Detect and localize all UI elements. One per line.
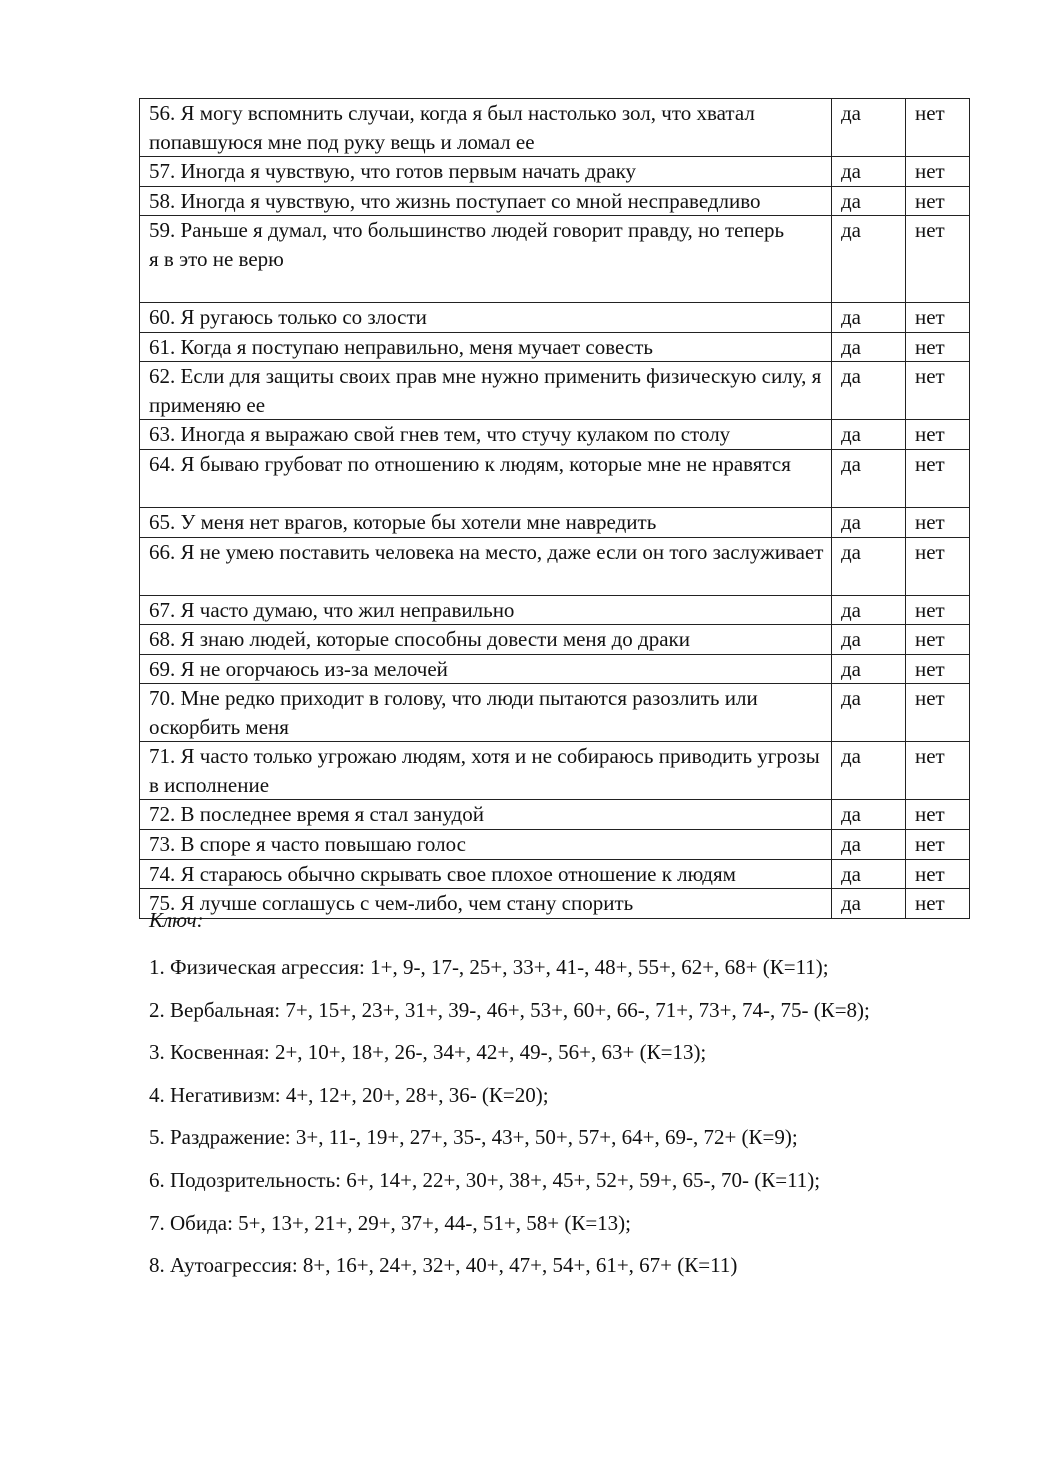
question-text: 70. Мне редко приходит в голову, что люди пытаются разозлить или оскорбить меня — [140, 684, 832, 742]
answer-no: нет — [906, 303, 970, 333]
answer-yes: да — [832, 889, 906, 919]
key-item: 5. Раздражение: 3+, 11-, 19+, 27+, 35-, 43+, 50+, 57+, 64+, 69-, 72+ (К=9); — [149, 1125, 798, 1150]
key-item: 3. Косвенная: 2+, 10+, 18+, 26-, 34+, 42+, 49-, 56+, 63+ (К=13); — [149, 1040, 707, 1065]
answer-yes: да — [832, 595, 906, 625]
questionnaire-table — [139, 98, 970, 919]
question-text: 60. Я ругаюсь только со злости — [140, 303, 832, 333]
question-text: 57. Иногда я чувствую, что готов первым начать драку — [140, 157, 832, 187]
answer-yes: да — [832, 303, 906, 333]
answer-yes: да — [832, 362, 906, 420]
key-item: 8. Аутоагрессия: 8+, 16+, 24+, 32+, 40+, 47+, 54+, 61+, 67+ (К=11) — [149, 1253, 738, 1278]
table-row — [140, 420, 970, 450]
answer-yes: да — [832, 449, 906, 507]
question-text: 73. В споре я часто повышаю голос — [140, 829, 832, 859]
table-row — [140, 99, 970, 157]
question-text: 75. Я лучше соглашусь с чем-либо, чем стану спорить — [140, 889, 832, 919]
answer-no: нет — [906, 99, 970, 157]
key-item: 6. Подозрительность: 6+, 14+, 22+, 30+, 38+, 45+, 52+, 59+, 65-, 70- (К=11); — [149, 1167, 821, 1192]
answer-no: нет — [906, 420, 970, 450]
question-text: 61. Когда я поступаю неправильно, меня мучает совесть — [140, 332, 832, 362]
answer-no: нет — [906, 537, 970, 595]
question-text: 62. Если для защиты своих прав мне нужно применить физическую силу, я применяю ее — [140, 362, 832, 420]
table-row — [140, 859, 970, 889]
answer-no: нет — [906, 742, 970, 800]
answer-key — [149, 904, 1029, 1294]
question-text: 71. Я часто только угрожаю людям, хотя и не собираюсь приводить угрозы в исполнение — [140, 742, 832, 800]
answer-yes: да — [832, 420, 906, 450]
answer-no: нет — [906, 157, 970, 187]
answer-yes: да — [832, 537, 906, 595]
answer-no: нет — [906, 889, 970, 919]
table-row — [140, 157, 970, 187]
answer-no: нет — [906, 362, 970, 420]
key-item: 1. Физическая агрессия: 1+, 9-, 17-, 25+, 33+, 41-, 48+, 55+, 62+, 68+ (К=11); — [149, 955, 829, 979]
answer-no: нет — [906, 332, 970, 362]
table-row — [140, 537, 970, 595]
table-row — [140, 684, 970, 742]
table-row — [140, 362, 970, 420]
answer-yes: да — [832, 654, 906, 684]
question-text: 69. Я не огорчаюсь из-за мелочей — [140, 654, 832, 684]
table-row — [140, 595, 970, 625]
answer-no: нет — [906, 829, 970, 859]
answer-no: нет — [906, 216, 970, 303]
key-title: Ключ: — [149, 908, 204, 932]
answer-yes: да — [832, 507, 906, 537]
answer-no: нет — [906, 449, 970, 507]
table-row — [140, 654, 970, 684]
table-row — [140, 829, 970, 859]
table-row — [140, 507, 970, 537]
table-row — [140, 742, 970, 800]
table-row — [140, 625, 970, 655]
answer-no: нет — [906, 684, 970, 742]
table-row — [140, 449, 970, 507]
answer-yes: да — [832, 625, 906, 655]
key-item: 2. Вербальная: 7+, 15+, 23+, 31+, 39-, 46+, 53+, 60+, 66-, 71+, 73+, 74-, 75- (К=8); — [149, 997, 870, 1022]
answer-no: нет — [906, 625, 970, 655]
answer-no: нет — [906, 859, 970, 889]
answer-yes: да — [832, 684, 906, 742]
answer-yes: да — [832, 186, 906, 216]
answer-no: нет — [906, 654, 970, 684]
question-text: 56. Я могу вспомнить случаи, когда я был настолько зол, что хватал попавшуюся мне под руку вещь и ломал ее — [140, 99, 832, 157]
answer-no: нет — [906, 595, 970, 625]
question-text: 64. Я бываю грубоват по отношению к людям, которые мне не нравятся — [140, 449, 832, 507]
key-item: 7. Обида: 5+, 13+, 21+, 29+, 37+, 44-, 51+, 58+ (К=13); — [149, 1210, 631, 1235]
answer-yes: да — [832, 332, 906, 362]
question-text: 66. Я не умею поставить человека на место, даже если он того заслуживает — [140, 537, 832, 595]
question-text: 67. Я часто думаю, что жил неправильно — [140, 595, 832, 625]
answer-no: нет — [906, 186, 970, 216]
key-item: 4. Негативизм: 4+, 12+, 20+, 28+, 36- (К=20); — [149, 1082, 549, 1107]
table-row — [140, 186, 970, 216]
answer-no: нет — [906, 800, 970, 830]
answer-no: нет — [906, 507, 970, 537]
question-text: 58. Иногда я чувствую, что жизнь поступает со мной несправедливо — [140, 186, 832, 216]
answer-yes: да — [832, 829, 906, 859]
question-text: 59. Раньше я думал, что большинство людей говорит правду, но теперь я в это не верю — [140, 216, 832, 303]
table-row — [140, 216, 970, 303]
answer-yes: да — [832, 99, 906, 157]
answer-yes: да — [832, 859, 906, 889]
answer-yes: да — [832, 157, 906, 187]
question-text: 63. Иногда я выражаю свой гнев тем, что стучу кулаком по столу — [140, 420, 832, 450]
question-text: 74. Я стараюсь обычно скрывать свое плохое отношение к людям — [140, 859, 832, 889]
question-text: 72. В последнее время я стал занудой — [140, 800, 832, 830]
table-row — [140, 332, 970, 362]
answer-yes: да — [832, 216, 906, 303]
answer-yes: да — [832, 742, 906, 800]
table-row — [140, 800, 970, 830]
question-text: 65. У меня нет врагов, которые бы хотели мне навредить — [140, 507, 832, 537]
answer-yes: да — [832, 800, 906, 830]
question-text: 68. Я знаю людей, которые способны довести меня до драки — [140, 625, 832, 655]
table-row — [140, 303, 970, 333]
